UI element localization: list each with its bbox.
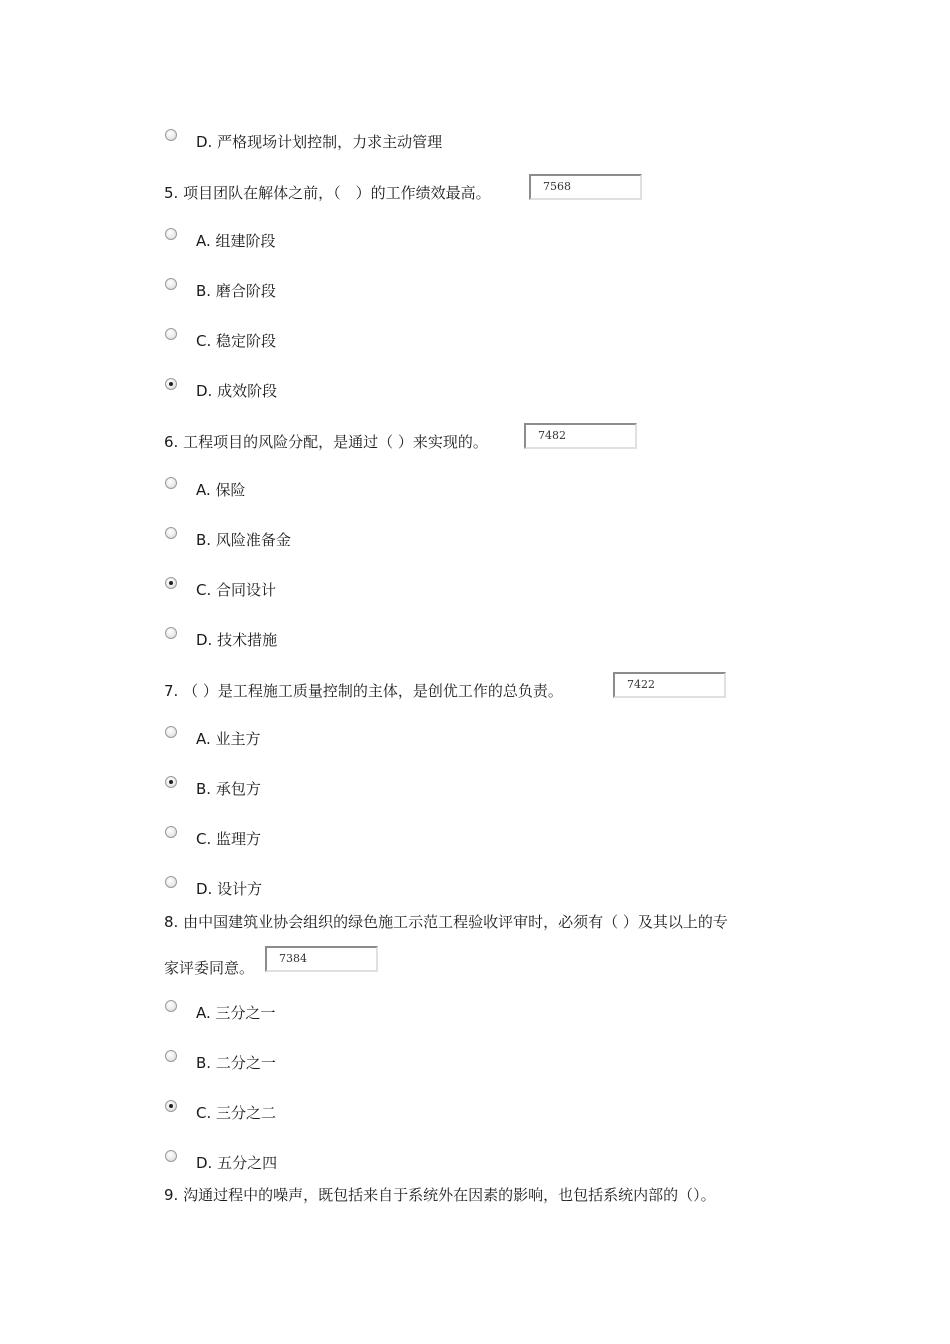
radio-q6-a[interactable] [165,477,177,489]
question-5-answer-box[interactable]: 7568 [529,174,642,200]
option-label: C. 监理方 [196,830,262,848]
question-8-text-line2: 家评委同意。 [164,959,255,977]
option-label: D. 成效阶段 [196,382,278,400]
option-label: B. 磨合阶段 [196,282,276,300]
radio-q5-b[interactable] [165,278,177,290]
option-label: D. 严格现场计划控制，力求主动管理 [196,133,443,151]
option-label: A. 组建阶段 [196,232,276,250]
question-7-answer-box[interactable]: 7422 [613,672,726,698]
question-6-text: 6. 工程项目的风险分配，是通过（ ）来实现的。 [164,433,488,451]
radio-q7-d[interactable] [165,876,177,888]
option-label: C. 稳定阶段 [196,332,277,350]
option-label: D. 五分之四 [196,1154,278,1172]
radio-q5-d[interactable] [165,378,177,390]
radio-q8-d[interactable] [165,1150,177,1162]
option-label: B. 风险准备金 [196,531,291,549]
radio-q6-c[interactable] [165,577,177,589]
option-label: B. 承包方 [196,780,261,798]
radio-q8-a[interactable] [165,1000,177,1012]
radio-prev-d[interactable] [165,129,177,141]
option-label: B. 二分之一 [196,1054,276,1072]
option-label: C. 三分之二 [196,1104,277,1122]
question-6-answer-box[interactable]: 7482 [524,423,637,449]
option-label: D. 技术措施 [196,631,278,649]
radio-q7-b[interactable] [165,776,177,788]
radio-q5-c[interactable] [165,328,177,340]
question-9-text: 9. 沟通过程中的噪声，既包括来自于系统外在因素的影响，也包括系统内部的（）。 [164,1186,716,1204]
question-8-answer-box[interactable]: 7384 [265,946,378,972]
option-label: D. 设计方 [196,880,263,898]
question-7-text: 7. （ ）是工程施工质量控制的主体，是创优工作的总负责。 [164,682,563,700]
radio-q6-b[interactable] [165,527,177,539]
option-label: C. 合同设计 [196,581,277,599]
radio-q7-c[interactable] [165,826,177,838]
question-5-text: 5. 项目团队在解体之前，（ ）的工作绩效最高。 [164,184,491,202]
radio-q8-c[interactable] [165,1100,177,1112]
radio-q6-d[interactable] [165,627,177,639]
option-label: A. 业主方 [196,730,261,748]
option-label: A. 三分之一 [196,1004,276,1022]
option-label: A. 保险 [196,481,246,499]
radio-q5-a[interactable] [165,228,177,240]
radio-q8-b[interactable] [165,1050,177,1062]
question-8-text-line1: 8. 由中国建筑业协会组织的绿色施工示范工程验收评审时，必须有（ ）及其以上的专 [164,913,728,931]
radio-q7-a[interactable] [165,726,177,738]
